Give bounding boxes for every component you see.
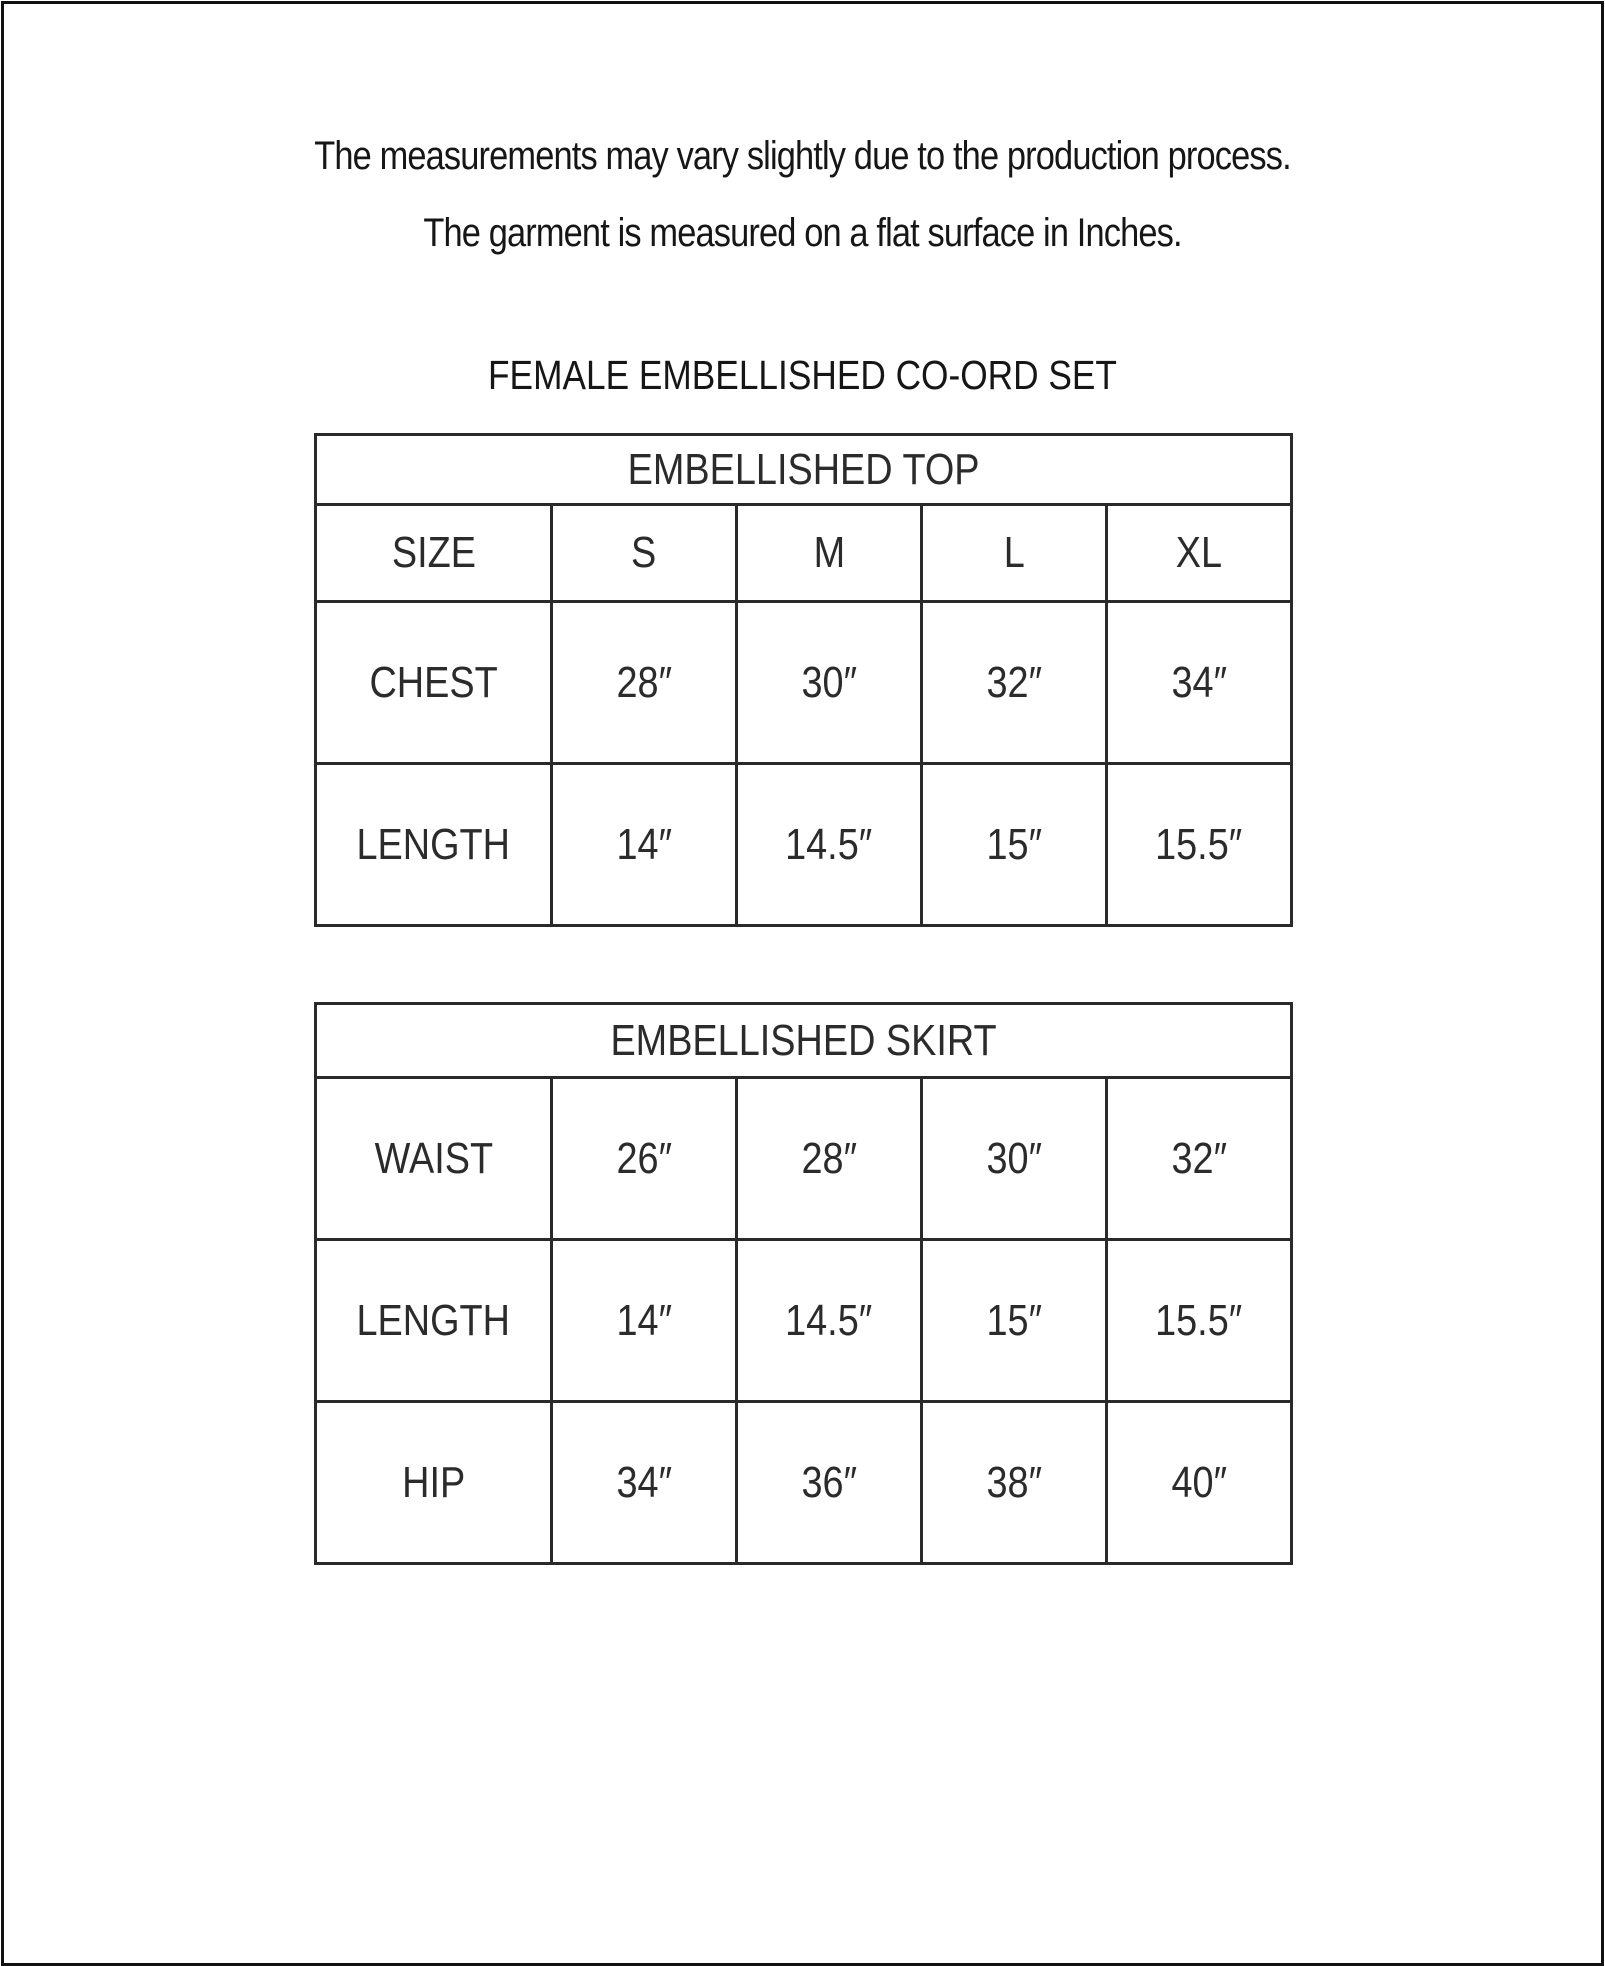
table-cell: 26″ [552,1078,737,1240]
table-cell: 34″ [552,1402,737,1564]
table-cell: 36″ [737,1402,922,1564]
table-row-hip [316,1402,1292,1564]
top-size-table [314,433,1293,927]
table-cell: 15″ [922,764,1107,926]
set-title: FEMALE EMBELLISHED CO-ORD SET [488,352,1117,398]
table-row-skirt-length [316,1240,1292,1402]
table-row-waist [316,1078,1292,1240]
table-cell: 32″ [922,602,1107,764]
table-cell: 14″ [552,1240,737,1402]
table-cell: 30″ [737,602,922,764]
table-cell: 14″ [552,764,737,926]
table-cell: 38″ [922,1402,1107,1564]
table-row-top-length [316,764,1292,926]
size-header-label: SIZE [316,505,552,602]
table-cell: 15″ [922,1240,1107,1402]
row-label: LENGTH [316,1240,552,1402]
measurement-note-method: The garment is measured on a flat surface in Inches. [423,211,1182,255]
size-header-m: M [737,505,922,602]
table-cell: 15.5″ [1107,1240,1292,1402]
top-table-caption: EMBELLISHED TOP [316,435,1292,505]
table-cell: 14.5″ [737,764,922,926]
row-label: LENGTH [316,764,552,926]
table-row-chest [316,602,1292,764]
skirt-table-caption: EMBELLISHED SKIRT [316,1004,1292,1078]
page-frame [1,1,1604,1966]
row-label: CHEST [316,602,552,764]
table-cell: 28″ [737,1078,922,1240]
measurement-note-variation: The measurements may vary slightly due to the production process. [314,134,1291,178]
skirt-size-table [314,1002,1293,1565]
row-label: HIP [316,1402,552,1564]
table-cell: 40″ [1107,1402,1292,1564]
table-cell: 14.5″ [737,1240,922,1402]
row-label: WAIST [316,1078,552,1240]
table-cell: 34″ [1107,602,1292,764]
table-cell: 30″ [922,1078,1107,1240]
size-header-s: S [552,505,737,602]
table-cell: 15.5″ [1107,764,1292,926]
size-header-l: L [922,505,1107,602]
table-caption-row [316,1004,1292,1078]
table-caption-row [316,435,1292,505]
table-cell: 28″ [552,602,737,764]
table-cell: 32″ [1107,1078,1292,1240]
size-header-xl: XL [1107,505,1292,602]
size-header-row [316,505,1292,602]
